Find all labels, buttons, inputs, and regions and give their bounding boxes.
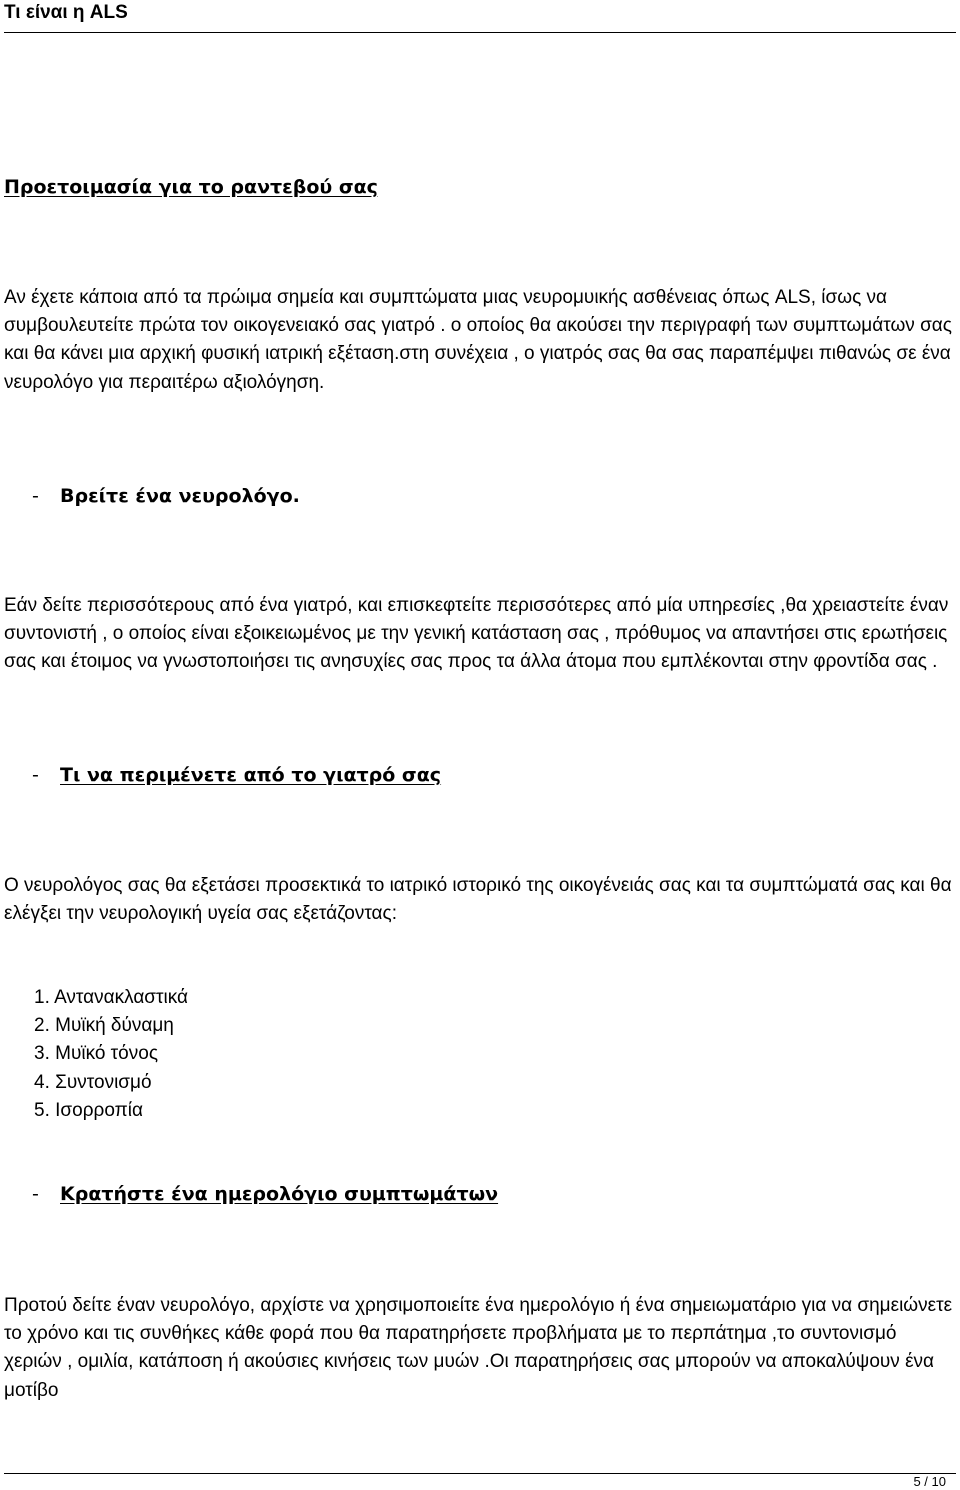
section-heading: Προετοιμασία για το ραντεβού σας (4, 176, 378, 198)
dash-bullet: - (32, 485, 39, 507)
paragraph-symptom-diary: Προτού δείτε έναν νευρολόγο, αρχίστε να χρησιμοποιείτε ένα ημερολόγιο ή ένα σημειωματάριο για να σημειώνετε το χρόνο και τις συνθήκες κάθε φορά που θα παρατηρήσετε προβλήματα με το περπάτημα ,το συντονισμό χεριών , ομιλία, κατάποση ή ακούσιες κινήσεις των μυών .Οι παρατηρήσεις σας μπορούν να αποκαλύψουν ένα μοτίβο (4, 1295, 953, 1401)
page-number: 5 / 10 (913, 1474, 946, 1489)
exam-checklist (34, 984, 188, 1125)
list-item: 1. Αντανακλαστικά (34, 987, 189, 1008)
list-item: 2. Μυϊκή δύναμη (34, 1015, 174, 1037)
subheading-find-neurologist (34, 483, 300, 509)
list-item: 5. Ισορροπία (34, 1099, 143, 1121)
list-item: 3. Μυϊκό τόνος (34, 1043, 158, 1065)
paragraph-neurologist-exam: Ο νευρολόγος σας θα εξετάσει προσεκτικά το ιατρικό ιστορικό της οικογένειάς σας και τα συμπτώματά σας και θα ελέγξει την νευρολογική υγεία σας εξετάζοντας: (4, 875, 952, 925)
dash-bullet: - (32, 764, 39, 786)
dash-bullet: - (32, 1183, 39, 1205)
subheading-text: Τι να περιμένετε από το γιατρό σας (60, 764, 442, 786)
subheading-text: Κρατήστε ένα ημερολόγιο συμπτωμάτων (60, 1183, 499, 1205)
subheading-text: Βρείτε ένα νευρολόγο. (60, 485, 300, 507)
list-item: 4. Συντονισμό (34, 1071, 152, 1093)
header-divider (4, 32, 956, 33)
footer-divider (4, 1473, 956, 1474)
subheading-what-to-expect (34, 762, 441, 788)
subheading-symptom-diary (34, 1181, 498, 1207)
paragraph-coordinator: Εάν δείτε περισσότερους από ένα γιατρό, και επισκεφτείτε περισσότερες από μία υπηρεσίες ,θα χρειαστείτε έναν συντονιστή , ο οποίος είναι εξοικειωμένος με την γενική κατάσταση σας , πρόθυμος να απαντήσει στις ερωτήσεις σας και έτοιμος να γνωστοποιήσει τις ανησυχίες σας προς τα άλλα άτομα που εμπλέκονται στην φροντίδα σας . (4, 595, 949, 673)
paragraph-intro: Αν έχετε κάποια από τα πρώιμα σημεία και συμπτώματα μιας νευρομυικής ασθένειας όπως ALS, ίσως να συμβουλευτείτε πρώτα τον οικογενειακό σας γιατρό . ο οποίος θα ακούσει την περιγραφή των συμπτωμάτων σας και θα κάνει μια αρχική φυσική ιατρική εξέταση.στη συνέχεια , ο γιατρός σας θα σας παραπέμψει πιθανώς σε ένα νευρολόγο για περαιτέρω αξιολόγηση. (4, 287, 952, 393)
document-title: Τι είναι η ALS (4, 2, 128, 23)
